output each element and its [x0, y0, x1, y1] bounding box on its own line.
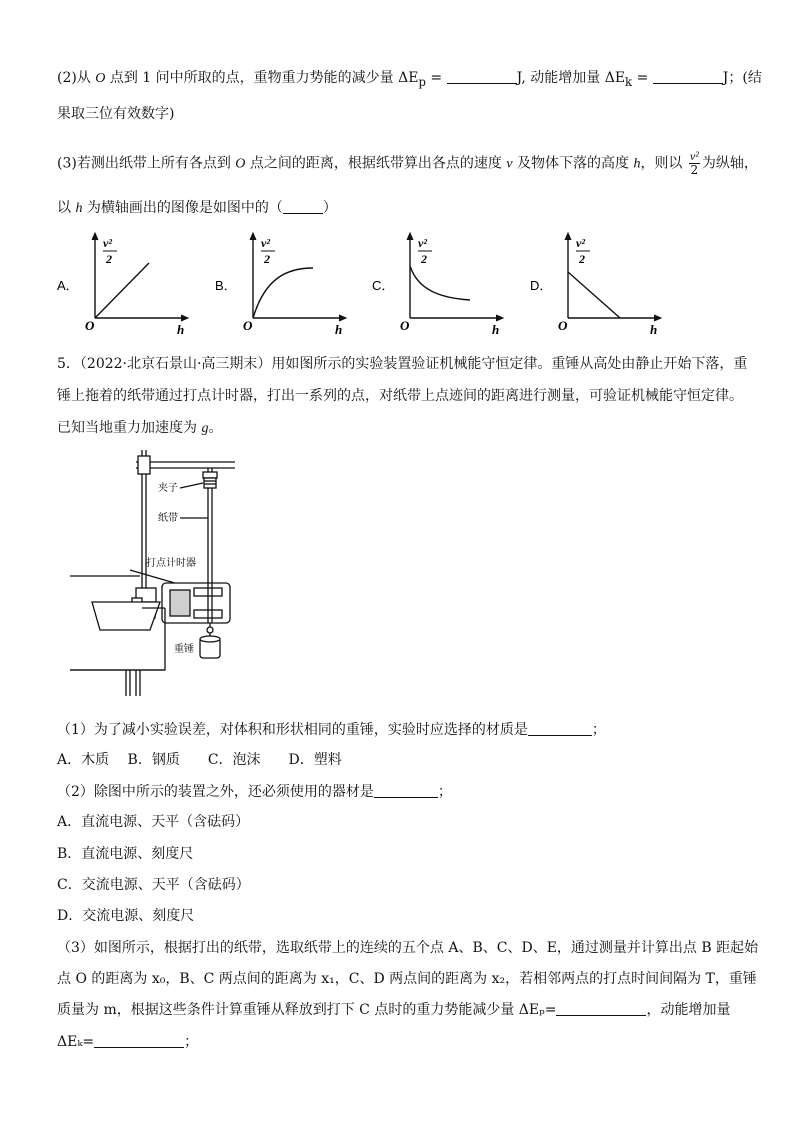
q5-line2: 锤上拖着的纸带通过打点计时器，打出一系列的点，对纸带上点迹间的距离进行测量，可验证机械能守恒定律。 — [57, 388, 743, 404]
apparatus-drawing — [70, 448, 270, 698]
q4-part3-line1 — [57, 150, 758, 177]
y-label-den: 2 — [579, 252, 585, 266]
graph-svg — [215, 230, 375, 340]
q5-line1: 5．（2022·北京石景山·高三期末）用如图所示的实验装置验证机械能守恒定律。重锤从高处由静止开始下落，重 — [57, 356, 748, 372]
sub1-stem — [57, 720, 606, 740]
x-axis-arrow — [181, 315, 188, 321]
text: 点到 1 问中所取的点，重物重力势能的减少量 ΔE — [105, 70, 419, 86]
var-O: O — [95, 71, 106, 86]
var-v: v — [506, 156, 513, 172]
sub3-line1: （3）如图所示，根据打出的纸带，选取纸带上的连续的五个点 A、B、C、D、E，通过测量并计算出点 B 距起始 — [57, 940, 759, 956]
graph-option-2 — [215, 230, 375, 340]
var-O: O — [235, 156, 246, 172]
origin-label: O — [85, 318, 95, 333]
var-h: h — [633, 156, 641, 172]
q5-line3 — [57, 418, 222, 439]
y-label-num: v² — [576, 236, 585, 250]
var-h: h — [75, 201, 83, 216]
text: ，动能增加量 — [646, 1002, 731, 1018]
frac-num: v² — [689, 149, 699, 163]
text: ΔEₖ= — [57, 1034, 95, 1050]
text: J, 动能增加量 ΔE — [516, 70, 626, 86]
sub1-options: A．木质 B．钢质 C．泡沫 D．塑料 — [57, 752, 342, 768]
answer-blank[interactable] — [653, 69, 723, 84]
text: 。 — [208, 420, 223, 436]
equals: = — [632, 70, 653, 86]
option-label: B． — [215, 278, 237, 293]
text: (2)从 — [57, 70, 96, 86]
graph-svg — [372, 230, 532, 340]
text: 为纵轴， — [701, 155, 758, 172]
text: (3)若测出纸带上所有各点到 — [57, 155, 236, 172]
q4-part3-line2 — [57, 198, 337, 219]
text: ，则以 — [640, 155, 683, 172]
frac-den: 2 — [690, 163, 699, 177]
graph-option-1 — [57, 230, 217, 340]
text: 为横轴画出的图像是如图中的（ — [82, 200, 283, 216]
x-axis-arrow — [339, 315, 346, 321]
text: ； — [184, 1034, 199, 1050]
y-label-num: v² — [418, 236, 427, 250]
sub3-line4 — [57, 1032, 198, 1052]
sub2-option-c: C．交流电源、天平（含砝码） — [57, 877, 250, 893]
graph-curve — [95, 263, 149, 318]
label-clip: 夹子 — [158, 483, 178, 494]
option-label: D． — [530, 278, 553, 293]
text: 及物体下落的高度 — [512, 155, 634, 172]
sub2-option-b: B．直流电源、刻度尺 — [57, 846, 194, 862]
text: 质量为 m，根据这些条件计算重锤从释放到打下 C 点时的重力势能减少量 ΔEₚ= — [57, 1002, 557, 1018]
graph-option-4 — [530, 230, 690, 340]
text: ） — [322, 200, 337, 216]
option-label: C． — [372, 278, 395, 293]
answer-blank[interactable] — [283, 199, 323, 214]
origin-label: O — [558, 318, 568, 333]
text: 已知当地重力加速度为 — [57, 420, 202, 436]
answer-blank[interactable] — [374, 783, 438, 798]
q4-part2-line1 — [57, 68, 762, 92]
y-label-den: 2 — [106, 252, 112, 266]
var-g: g — [201, 421, 209, 436]
sub2-option-d: D．交流电源、刻度尺 — [57, 908, 195, 924]
y-axis-arrow — [407, 233, 413, 240]
equals: = — [425, 70, 447, 86]
y-axis-arrow — [565, 233, 571, 240]
text: J；(结 — [722, 70, 762, 86]
sub3-line2: 点 O 的距离为 x₀，B、C 两点间的距离为 x₁，C、D 两点间的距离为 x₂，若相邻两点的打点时间间隔为 T，重锤 — [57, 971, 757, 987]
x-label: h — [177, 322, 185, 337]
origin-label: O — [400, 318, 410, 333]
apparatus-figure — [70, 448, 270, 698]
answer-blank[interactable] — [528, 721, 592, 736]
x-label: h — [335, 322, 343, 337]
label-tape: 纸带 — [158, 513, 178, 524]
x-label: h — [650, 322, 658, 337]
text: ； — [591, 722, 606, 738]
option-label: A． — [57, 278, 79, 293]
sub3-line3 — [57, 1000, 730, 1020]
text: （1）为了减小实验误差，对体积和形状相同的重锤，实验时应选择的材质是 — [57, 722, 528, 738]
y-label-num: v² — [261, 236, 270, 250]
text: 点之间的距离，根据纸带算出各点的速度 — [245, 155, 507, 172]
y-label-den: 2 — [264, 252, 270, 266]
x-axis-arrow — [654, 315, 661, 321]
origin-label: O — [243, 318, 253, 333]
sub2-stem — [57, 782, 452, 802]
answer-blank[interactable] — [556, 1001, 646, 1016]
answer-blank[interactable] — [447, 69, 517, 84]
x-label: h — [492, 322, 500, 337]
y-axis-arrow — [250, 233, 256, 240]
label-timer: 打点计时器 — [146, 558, 196, 569]
sub-p: p — [418, 74, 426, 89]
graph-curve — [253, 268, 313, 318]
x-axis-arrow — [496, 315, 503, 321]
graph-option-3 — [372, 230, 532, 340]
y-label-num: v² — [103, 236, 112, 250]
q4-part2-line2: 果取三位有效数字) — [57, 106, 175, 122]
label-weight: 重锤 — [174, 644, 194, 655]
text: 以 — [57, 200, 76, 216]
graph-svg — [530, 230, 690, 340]
graph-svg — [57, 230, 217, 340]
y-axis-arrow — [92, 233, 98, 240]
graph-curve — [568, 272, 620, 318]
y-label-den: 2 — [421, 252, 427, 266]
text: ； — [437, 784, 452, 800]
answer-blank[interactable] — [94, 1033, 184, 1048]
graph-curve — [410, 266, 470, 300]
sub-k: k — [625, 74, 633, 89]
sub2-option-a: A．直流电源、天平（含砝码） — [57, 814, 250, 830]
text: （2）除图中所示的装置之外，还必须使用的器材是 — [57, 784, 374, 800]
fraction-v2-over-2 — [689, 150, 700, 177]
